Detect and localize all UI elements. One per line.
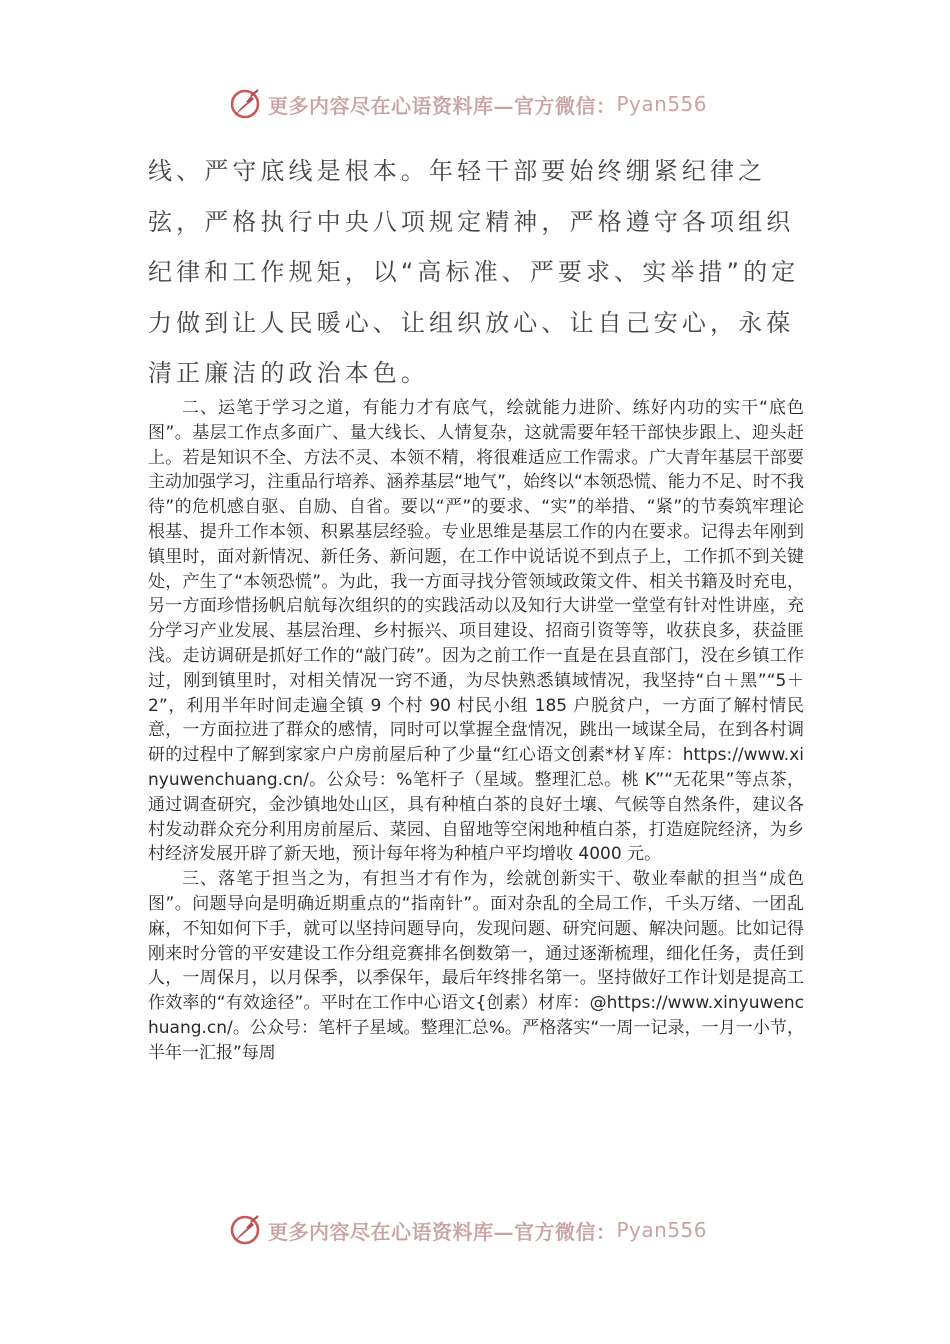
footer-watermark <box>228 1212 728 1248</box>
banner-text: 更多内容尽在心语资料库—官方微信： <box>268 1219 617 1244</box>
banner-text: 更多内容尽在心语资料库—官方微信： <box>268 93 617 118</box>
header-watermark <box>228 86 728 122</box>
paragraph-section-two: 二、运笔于学习之道，有能力才有底气，绘就能力进阶、练好内功的实干“底色图”。基层工作点多面广、量大线长、人情复杂，这就需要年轻干部快步跟上、迎头赶上。若是知识不全、方法不灵、本领不精，将很难适应工作需求。广大青年基层干部要主动加强学习，注重品行培养、涵养基层“地气”，始终以“本领恐慌、能力不足、时不我待”的危机感自驱、自励、自省。要以“严”的要求、“实”的举措、“紧”的节奏筑牢理论根基、提升工作本领、积累基层经验。专业思维是基层工作的内在要求。记得去年刚到镇里时，面对新情况、新任务、新问题，在工作中说话说不到点子上，工作抓不到关键处，产生了“本领恐慌”。为此，我一方面寻找分管领域政策文件、相关书籍及时充电，另一方面珍惜扬帆启航每次组织的的实践活动以及知行大讲堂一堂堂有针对性讲座，充分学习产业发展、基层治理、乡村振兴、项目建设、招商引资等等，收获良多，获益匪浅。走访调研是抓好工作的“敲门砖”。因为之前工作一直是在县直部门，没在乡镇工作过，刚到镇里时，对相关情况一窍不通，为尽快熟悉镇域情况，我坚持“白＋黑”“5＋2”，利用半年时间走遍全镇 9 个村 90 村民小组 185 户脱贫户，一方面了解村情民意，一方面拉进了群众的感情，同时可以掌握全盘情况，跳出一域谋全局，在到各村调研的过程中了解到家家户户房前屋后种了少量“红心语文创素*材￥库：https://www.xinyuwenchuang.cn/。公众号：%笔杆子（星域。整理汇总。桃 K”“无花果”等点茶，通过调查研究，金沙镇地处山区，具有种植白茶的良好土壤、气候等自然条件，建议各村发动群众充分利用房前屋后、菜园、自留地等空闲地种植白茶，打造庭院经济，为乡村经济发展开辟了新天地，预计每年将为种植户平均增收 4000 元。 <box>148 398 804 865</box>
intro-paragraph: 线、严守底线是根本。年轻干部要始终绷紧纪律之弦，严格执行中央八项规定精神，严格遵守各项组织纪律和工作规矩，以“高标准、严要求、实举措”的定力做到让人民暖心、让组织放心、让自己安心，永葆清正廉洁的政治本色。 <box>148 157 800 387</box>
wechat-id: Pyan556 <box>616 92 708 116</box>
intro-paragraph-block <box>148 146 804 399</box>
quill-logo-icon <box>228 87 262 121</box>
quill-logo-icon <box>228 1213 262 1247</box>
paragraph-section-three: 三、落笔于担当之为，有担当才有作为，绘就创新实干、敬业奉献的担当“成色图”。问题导向是明确近期重点的“指南针”。面对杂乱的全局工作，千头万绪、一团乱麻，不知如何下手，就可以坚持问题导向，发现问题、研究问题、解决问题。比如记得刚来时分管的平安建设工作分组竞赛排名倒数第一，通过逐渐梳理，细化任务，责任到人，一周保月，以月保季，以季保年，最后年终排名第一。坚持做好工作计划是提高工作效率的“有效途径”。平时在工作中心语文{创素）材库：@https://www.xinyuwenchuang.cn/。公众号：笔杆子星域。整理汇总%。严格落实“一周一记录，一月一小节，半年一汇报”每周 <box>148 869 804 1063</box>
body-text <box>148 396 804 1066</box>
wechat-id: Pyan556 <box>616 1218 708 1242</box>
